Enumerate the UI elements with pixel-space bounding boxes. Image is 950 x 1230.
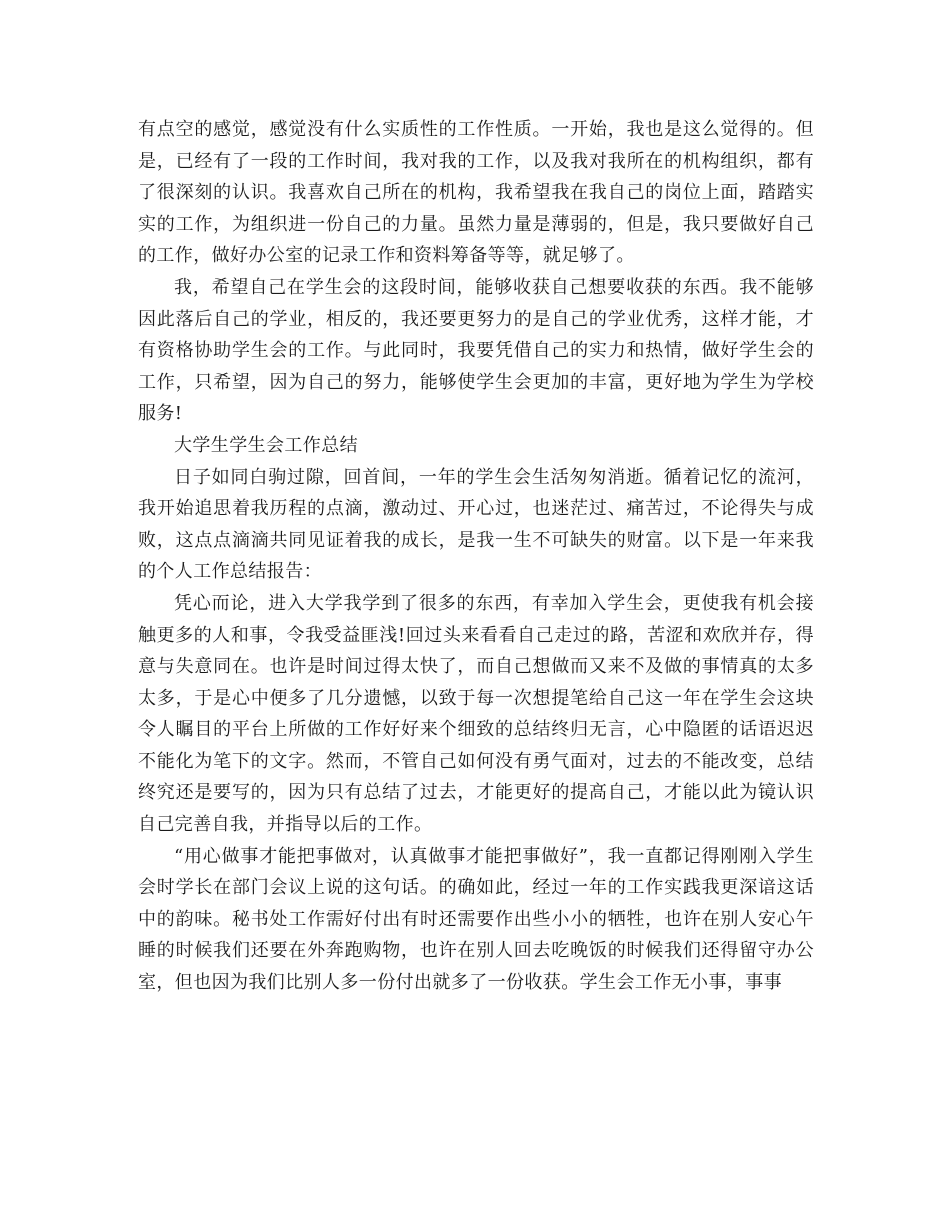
paragraph-4: 凭心而论，进入大学我学到了很多的东西，有幸加入学生会，更使我有机会接触更多的人和事，令我受益匪浅!回过头来看看自己走过的路，苦涩和欢欣并存，得意与失意同在。也许是时间过得太快了，而自己想做而又来不及做的事情真的太多太多，于是心中便多了几分遗憾，以致于每一次想提笔给自己这一年在学生会这块令人瞩目的平台上所做的工作好好来个细致的总结终归无言，心中隐匿的话语迟迟不能化为笔下的文字。然而，不管自己如何没有勇气面对，过去的不能改变，总结终究还是要写的，因为只有总结了过去，才能更好的提高自己，才能以此为镜认识自己完善自我，并指导以后的工作。 bbox=[138, 592, 814, 836]
paragraph-1: 有点空的感觉，感觉没有什么实质性的工作性质。一开始，我也是这么觉得的。但是，已经有了一段的工作时间，我对我的工作，以及我对我所在的机构组织，都有了很深刻的认识。我喜欢自己所在的机构，我希望我在我自己的岗位上面，踏踏实实的工作，为组织进一份自己的力量。虽然力量是薄弱的，但是，我只要做好自己的工作，做好办公室的记录工作和资料筹备等等，就足够了。 bbox=[138, 119, 814, 267]
paragraph-5: “用心做事才能把事做对，认真做事才能把事做好”，我一直都记得刚刚入学生会时学长在部门会议上说的这句话。的确如此，经过一年的工作实践我更深谙这话中的韵味。秘书处工作需好付出有时还需要作出些小小的牺牲，也许在别人安心午睡的时候我们还要在外奔跑购物，也许在别人回去吃晚饭的时候我们还得留守办公室，但也因为我们比别人多一份付出就多了一份收获。学生会工作无小事，事事 bbox=[138, 845, 814, 994]
paragraph-3: 日子如同白驹过隙，回首间，一年的学生会生活匆匆消逝。循着记忆的流河，我开始追思着我历程的点滴，激动过、开心过，也迷茫过、痛苦过，不论得失与成败，这点点滴滴共同见证着我的成长，是我一生不可缺失的财富。以下是一年来我的个人工作总结报告： bbox=[138, 466, 814, 583]
section-heading: 大学生学生会工作总结 bbox=[174, 434, 358, 456]
document-page bbox=[138, 114, 814, 999]
paragraph-2: 我，希望自己在学生会的这段时间，能够收获自己想要收获的东西。我不能够因此落后自己的学业，相反的，我还要更努力的是自己的学业优秀，这样才能，才有资格协助学生会的工作。与此同时，我要凭借自己的实力和热情，做好学生会的工作，只希望，因为自己的努力，能够使学生会更加的丰富，更好地为学生为学校服务! bbox=[138, 276, 814, 425]
